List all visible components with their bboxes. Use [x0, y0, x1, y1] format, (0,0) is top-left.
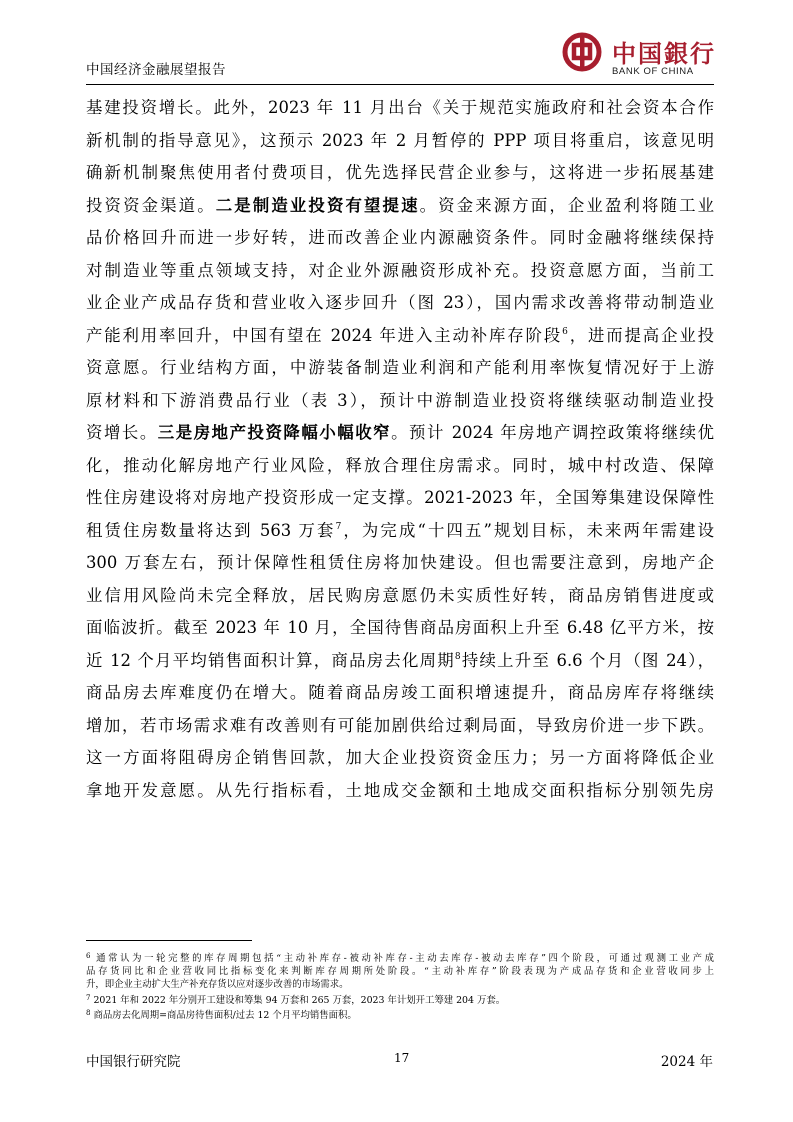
header-divider — [86, 84, 714, 85]
footnote-divider — [86, 940, 252, 941]
text-segment: 性住房建设将对房地产投资形成一定支撑。2021-2023 年，全国筹集建设保障性 — [86, 488, 714, 507]
text-line — [86, 775, 714, 808]
footnote-number: 8 — [86, 1008, 91, 1017]
footnotes — [86, 950, 714, 1022]
text-segment: 化，推动化解房地产行业风险，释放合理住房需求。同时，城中村改造、保障 — [86, 455, 714, 475]
text-segment: 300 万套左右，预计保障性租赁住房将加快建设。但也需要注意到，房地产企 — [86, 553, 714, 572]
text-line — [86, 547, 714, 580]
bold-heading-text: 二是制造业投资有望提速 — [215, 195, 420, 215]
footnote-ref: 7 — [335, 521, 342, 532]
text-segment: 基建投资增长。此外，2023 年 11 月出台《关于规范实施政府和社会资本合作 — [86, 98, 714, 117]
text-segment: ，进而提高企业投 — [567, 325, 715, 345]
text-line — [86, 287, 714, 320]
text-segment: 对制造业等重点领域支持，对企业外源融资形成补充。投资意愿方面，当前工 — [86, 260, 714, 280]
text-line — [86, 645, 714, 678]
text-segment: 增加，若市场需求难有改善则有可能加剧供给过剩局面，导致房价进一步下跌。 — [86, 715, 714, 735]
text-segment: 持续上升至 6.6 个月（图 24）， — [460, 650, 715, 670]
footnote-text: 升，即企业主动扩大生产补充存货以应对逐步改善的市场需求。 — [86, 979, 349, 991]
bank-of-china-emblem-icon — [562, 32, 602, 72]
text-segment: 资意愿。行业结构方面，中游装备制造业利润和产能利用率恢复情况好于上游 — [86, 358, 714, 377]
text-segment: 拿地开发意愿。从先行指标看，土地成交金额和土地成交面积指标分别领先房 — [86, 780, 714, 800]
text-line — [86, 450, 714, 483]
text-line — [86, 612, 714, 645]
text-segment: 确新机制聚焦使用者付费项目，优先选择民营企业参与，这将进一步拓展基建 — [86, 163, 714, 182]
text-segment: 业信用风险尚未完全释放，居民购房意愿仍未实质性好转，商品房销售进度或 — [86, 585, 714, 605]
footnote-line — [86, 1007, 714, 1022]
bank-of-china-logo — [562, 30, 716, 82]
text-line — [86, 677, 714, 710]
text-line — [86, 580, 714, 613]
text-line — [86, 482, 714, 515]
text-segment: 新机制的指导意见》，这预示 2023 年 2 月暂停的 PPP 项目将重启，该意见明 — [86, 130, 714, 150]
footnote-ref: 8 — [454, 651, 461, 662]
report-title: 中国经济金融展望报告 — [86, 62, 226, 78]
footnote-text: 通常认为一轮完整的库存周期包括“主动补库存-被动补库存-主动去库存-被动去库存”四个阶段，可通过观测工业产成 — [93, 953, 714, 964]
text-segment: 业企业产成品存货和营业收入逐步回升（图 23），国内需求改善将带动制造业 — [86, 293, 714, 312]
footnote-line — [86, 978, 714, 991]
text-segment: 资增长。 — [86, 423, 158, 442]
footnote-text: 2021 年和 2022 年分别开工建设和筹集 94 万套和 265 万套，2023 年计划开工筹建 204 万套。 — [93, 994, 506, 1006]
text-line — [86, 157, 714, 190]
text-segment: 品价格回升而进一步好转，进而改善企业内源融资条件。同时金融将继续保持 — [86, 228, 714, 247]
logo-chinese-text: 中国銀行 — [612, 39, 716, 68]
footnote-line — [86, 950, 714, 965]
text-segment: 租赁住房数量将达到 563 万套 — [86, 520, 336, 540]
footnote-text: 品存货同比和企业营收同比指标变化来判断库存周期所处阶段。“主动补库存”阶段表现为产成品存货和企业营收同步上 — [86, 966, 714, 978]
text-segment: 产能利用率回升，中国有望在 2024 年进入主动补库存阶段 — [86, 325, 563, 345]
footnote-line — [86, 965, 714, 978]
footnote-ref: 6 — [562, 326, 568, 337]
footnote-text: 商品房去化周期=商品房待售面积/过去 12 个月平均销售面积。 — [93, 1009, 357, 1021]
text-line — [86, 515, 714, 548]
text-line — [86, 710, 714, 743]
page-number: 17 — [394, 1051, 410, 1065]
text-line — [86, 320, 714, 353]
text-segment: 商品房去库难度仍在增大。随着商品房竣工面积增速提升，商品房库存将继续 — [86, 683, 714, 702]
text-segment: 投资资金渠道。 — [86, 195, 216, 215]
text-line — [86, 190, 714, 223]
footnote-number: 7 — [86, 993, 91, 1002]
bold-heading-text: 三是房地产投资降幅小幅收窄 — [157, 423, 392, 442]
text-segment: 面临波折。截至 2023 年 10 月，全国待售商品房面积上升至 6.48 亿平方米，按 — [86, 618, 714, 637]
text-segment: 。预计 2024 年房地产调控政策将继续优 — [391, 423, 715, 442]
text-line — [86, 255, 714, 288]
text-segment: 原材料和下游消费品行业（表 3），预计中游制造业投资将继续驱动制造业投 — [86, 390, 714, 410]
text-line — [86, 125, 714, 158]
text-line — [86, 742, 714, 775]
text-segment: 近 12 个月平均销售面积计算，商品房去化周期 — [86, 650, 455, 670]
text-segment: ，为完成“十四五”规划目标，未来两年需建设 — [341, 520, 714, 540]
footer-institute: 中国银行研究院 — [86, 1054, 181, 1070]
text-line — [86, 92, 714, 125]
footnote-line — [86, 992, 714, 1007]
footer-year: 2024 年 — [660, 1054, 713, 1070]
footnote-number: 6 — [86, 952, 91, 960]
text-line — [86, 352, 714, 385]
text-line — [86, 222, 714, 255]
logo-english-text: BANK OF CHINA — [612, 66, 694, 77]
text-line — [86, 417, 714, 450]
body-paragraph — [86, 92, 714, 807]
text-segment: 这一方面将阻碍房企销售回款，加大企业投资资金压力；另一方面将降低企业 — [86, 748, 714, 767]
text-segment: 。资金来源方面，企业盈利将随工业 — [419, 195, 715, 215]
text-line — [86, 385, 714, 418]
